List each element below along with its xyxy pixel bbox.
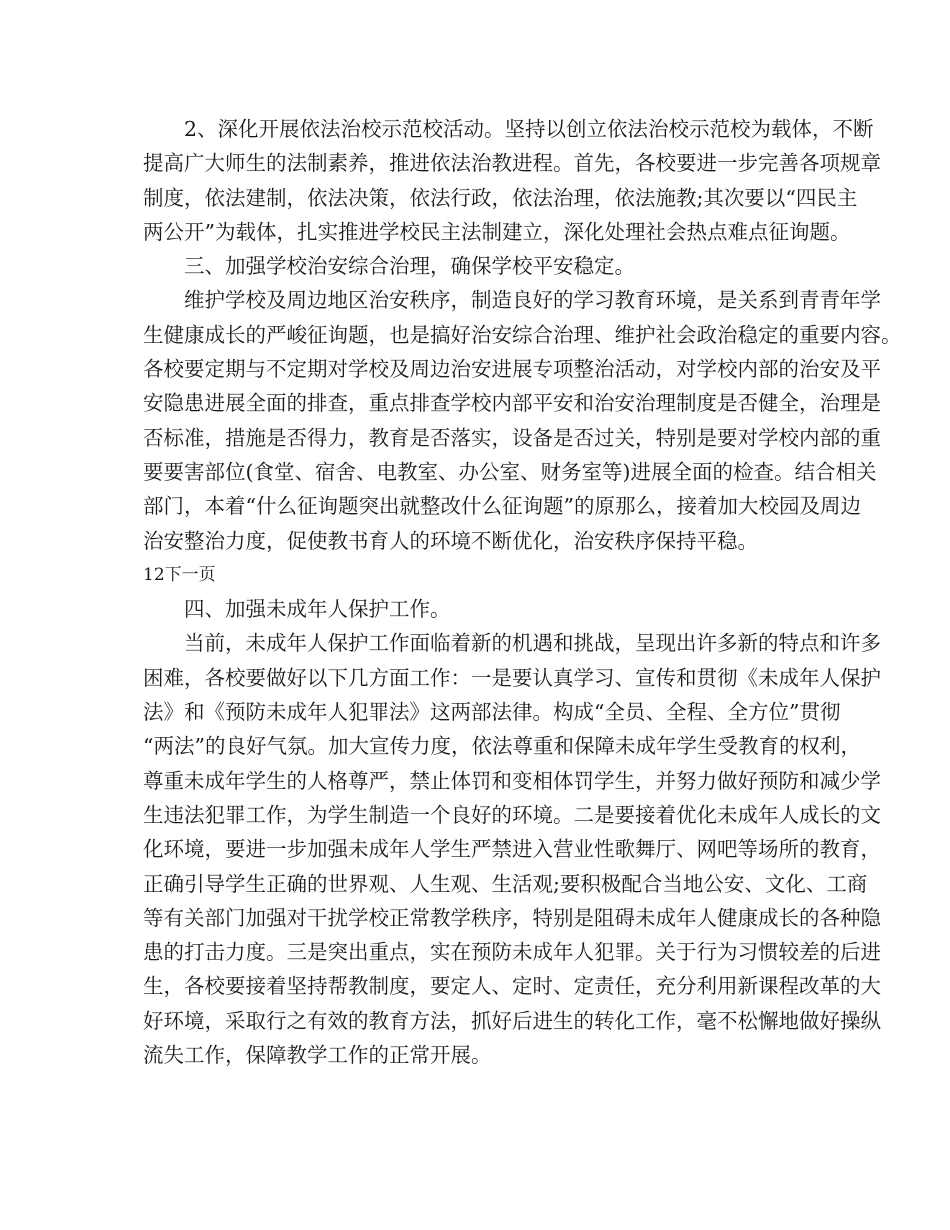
section-heading: 四、加强未成年人保护工作。 [184,597,451,622]
paragraph-line: 各校要定期与不定期对学校及周边治安进展专项整治活动，对学校内部的治安及平 [143,357,881,382]
paragraph-line: 制度，依法建制，依法决策，依法行政，依法治理，依法施教;其次要以“四民主 [143,185,858,210]
paragraph-line: 化环境，要进一步加强未成年人学生严禁进入营业性歌舞厅、网吧等场所的教育， [143,837,881,862]
paragraph-line: 生，各校要接着坚持帮教制度，要定人、定时、定责任，充分利用新课程改革的大 [143,974,881,999]
paragraph-line: 生健康成长的严峻征询题，也是搞好治安综合治理、维护社会政治稳定的重要内容。 [143,322,902,347]
paragraph-line: 患的打击力度。三是突出重点，实在预防未成年人犯罪。关于行为习惯较差的后进 [143,940,881,965]
next-page-link[interactable]: 12下一页 [143,564,216,585]
paragraph-line: 2、深化开展依法治校示范校活动。坚持以创立依法治校示范校为载体，不断 [184,117,874,141]
section-heading: 三、加强学校治安综合治理，确保学校平安稳定。 [184,254,635,279]
document-body [143,112,902,1072]
paragraph-line: 提高广大师生的法制素养，推进依法治教进程。首先，各校要进一步完善各项规章 [143,151,881,176]
paragraph-line: 生违法犯罪工作，为学生制造一个良好的环境。二是要接着优化未成年人成长的文 [143,802,881,827]
paragraph-line: 要要害部位(食堂、宿舍、电教室、办公室、财务室等)进展全面的检查。结合相关 [143,459,877,484]
paragraph-line: 法》和《预防未成年人犯罪法》这两部法律。构成“全员、全程、全方位”贯彻 [143,700,841,725]
paragraph-line: 正确引导学生正确的世界观、人生观、生活观;要积极配合当地公安、文化、工商 [143,871,868,896]
paragraph-line: 治安整治力度，促使教书育人的环境不断优化，治安秩序保持平稳。 [143,528,758,553]
paragraph-line: 安隐患进展全面的排查，重点排查学校内部平安和治安治理制度是否健全，治理是 [143,391,881,416]
paragraph-line: 否标准，措施是否得力，教育是否落实，设备是否过关，特别是要对学校内部的重 [143,425,881,450]
paragraph-line: 部门，本着“什么征询题突出就整改什么征询题”的原那么，接着加大校园及周边 [143,494,861,519]
paragraph-line: 尊重未成年学生的人格尊严，禁止体罚和变相体罚学生，并努力做好预防和减少学 [143,768,881,793]
paragraph-line: 等有关部门加强对干扰学校正常教学秩序，特别是阻碍未成年人健康成长的各种隐 [143,905,881,930]
paragraph-line: 困难，各校要做好以下几方面工作：一是要认真学习、宣传和贯彻《未成年人保护 [143,665,881,690]
paragraph-line: 流失工作，保障教学工作的正常开展。 [143,1043,492,1068]
paragraph-line: 好环境，采取行之有效的教育方法，抓好后进生的转化工作，毫不松懈地做好操纵 [143,1008,881,1033]
paragraph-line: 当前，未成年人保护工作面临着新的机遇和挑战，呈现出许多新的特点和许多 [184,631,881,656]
paragraph-line: “两法”的良好气氛。加大宣传力度，依法尊重和保障未成年学生受教育的权利， [143,734,861,759]
paragraph-line: 维护学校及周边地区治安秩序，制造良好的学习教育环境，是关系到青青年学 [184,288,881,313]
paragraph-line: 两公开”为载体，扎实推进学校民主法制建立，深化处理社会热点难点征询题。 [143,219,851,244]
